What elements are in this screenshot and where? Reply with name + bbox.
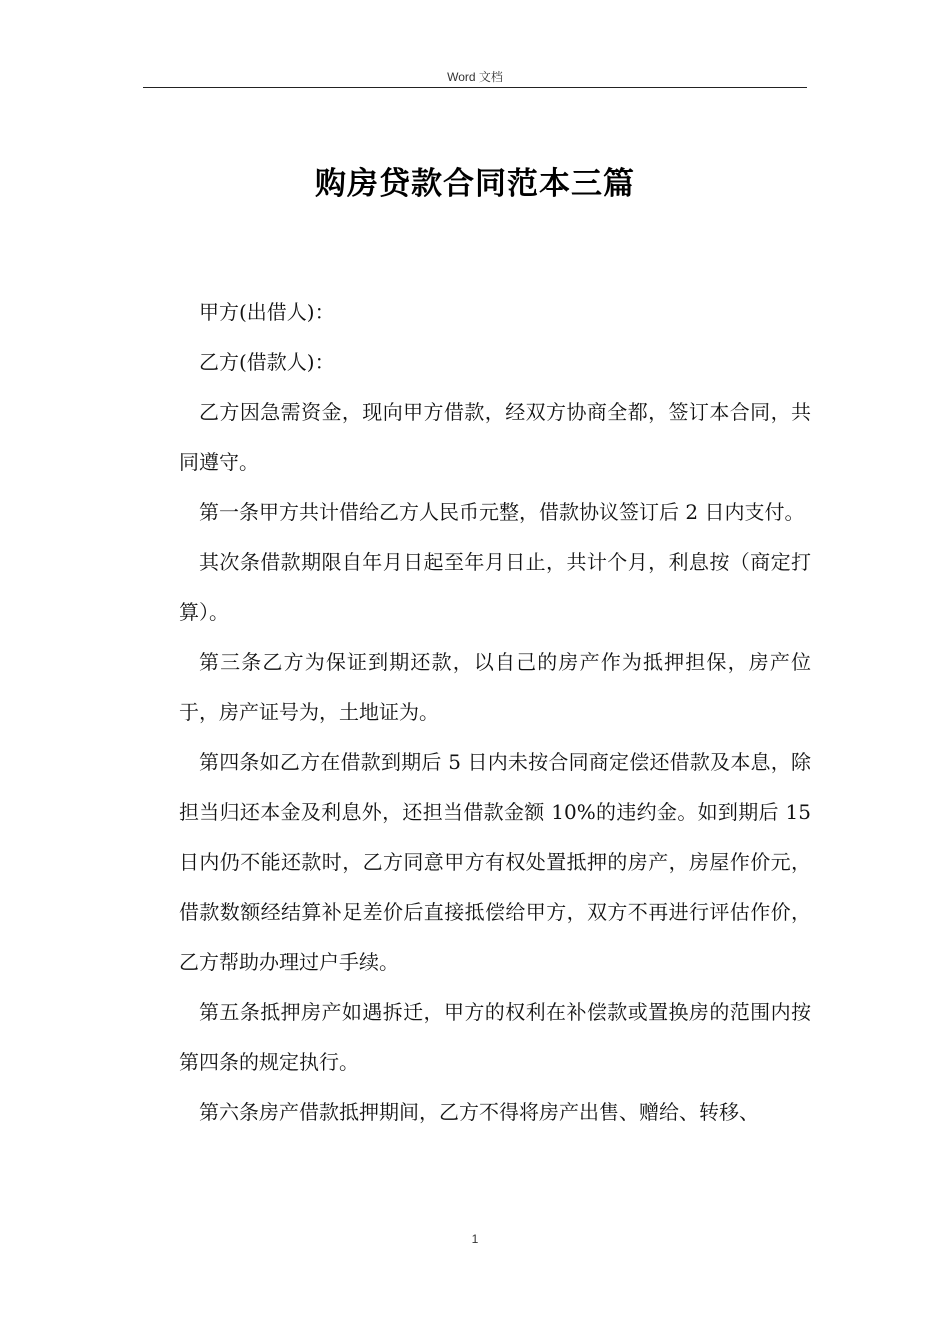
paragraph-article-1: 第一条甲方共计借给乙方人民币元整，借款协议签订后 2 日内支付。 [199,500,805,524]
page-number: 1 [471,1232,479,1246]
paragraph-preamble: 乙方因急需资金，现向甲方借款，经双方协商全都，签订本合同，共同遵守。 [179,400,811,474]
paragraph-party-a: 甲方(出借人)： [199,300,335,324]
paragraph-article-6: 第六条房产借款抵押期间，乙方不得将房产出售、赠给、转移、 [199,1100,759,1124]
header-divider [143,87,807,88]
paragraph-article-3: 第三条乙方为保证到期还款，以自己的房产作为抵押担保，房产位于，房产证号为，土地证为。 [179,650,811,724]
document-body [179,287,811,1137]
paragraph-article-5: 第五条抵押房产如遇拆迁，甲方的权利在补偿款或置换房的范围内按第四条的规定执行。 [179,1000,811,1074]
header-label: Word 文档 [447,70,503,84]
document-title: 购房贷款合同范本三篇 [315,166,635,202]
paragraph-party-b: 乙方(借款人)： [199,350,335,374]
paragraph-article-2: 其次条借款期限自年月日起至年月日止，共计个月，利息按（商定打算）。 [179,550,811,624]
paragraph-article-4: 第四条如乙方在借款到期后 5 日内未按合同商定偿还借款及本息，除担当归还本金及利息外，还担当借款金额 10%的违约金。如到期后 15 日内仍不能还款时，乙方同意甲方有权处置抵押的房产，房屋作价元，借款数额经结算补足差价后直接抵偿给甲方，双方不再进行评估作价，乙方帮助办理过户手续。 [179,750,811,974]
